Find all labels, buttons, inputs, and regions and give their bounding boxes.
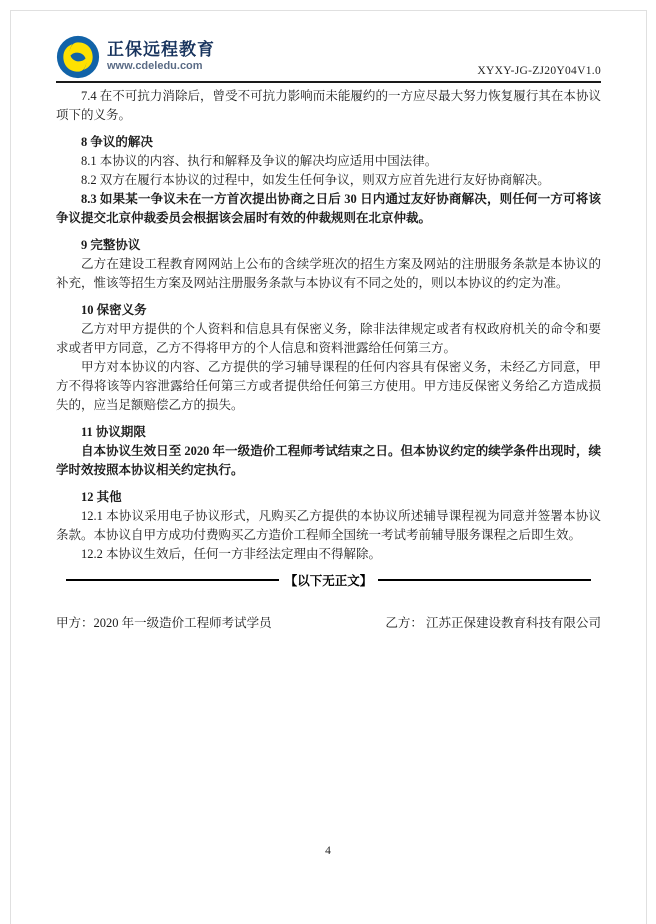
logo-swirl-icon xyxy=(56,35,100,79)
heading-11: 11 协议期限 xyxy=(81,425,146,439)
brand-url: www.cdeledu.com xyxy=(107,60,203,73)
paragraph-8-1: 8.1 本协议的内容、执行和解释及争议的解决均应适用中国法律。 xyxy=(81,154,438,168)
page-header xyxy=(56,35,601,83)
heading-12: 12 其他 xyxy=(81,490,122,504)
brand-text-block xyxy=(107,41,215,72)
heading-8: 8 争议的解决 xyxy=(81,135,153,149)
paragraph-10-body-1: 乙方对甲方提供的个人资料和信息具有保密义务，除非法律规定或者有权政府机关的命令和要求或者甲方同意，乙方不得将甲方的个人信息和资料泄露给任何第三方。 xyxy=(56,322,601,355)
paragraph-7-4: 7.4 在不可抗力消除后，曾受不可抗力影响而未能履约的一方应尽最大努力恢复履行其在本协议项下的义务。 xyxy=(56,89,601,122)
company-logo xyxy=(56,35,215,79)
paragraph-8-3: 8.3 如果某一争议未在一方首次提出协商之日后 30 日内通过友好协商解决，则任何一方可将该争议提交北京仲裁委员会根据该会届时有效的仲裁规则在北京仲裁。 xyxy=(56,192,601,225)
paragraph-10-body-2: 甲方对本协议的内容、乙方提供的学习辅导课程的任何内容具有保密义务，未经乙方同意，甲方不得将该等内容泄露给任何第三方或者提供给任何第三方使用。甲方违反保密义务给乙方造成损失的，应当足额赔偿乙方的损失。 xyxy=(56,360,601,412)
paragraph-8-2: 8.2 双方在履行本协议的过程中，如发生任何争议，则双方应首先进行友好协商解决。 xyxy=(81,173,550,187)
party-b-line: 乙方： 江苏正保建设教育科技有限公司 xyxy=(385,616,601,630)
paragraph-12-2: 12.2 本协议生效后，任何一方非经法定理由不得解除。 xyxy=(81,547,382,561)
document-page xyxy=(10,10,647,924)
end-of-text-marker xyxy=(56,571,601,589)
heading-9: 9 完整协议 xyxy=(81,238,141,252)
signature-row xyxy=(56,613,601,631)
marker-dash-right xyxy=(378,579,591,581)
page-number: 4 xyxy=(325,845,331,857)
paragraph-12-1: 12.1 本协议采用电子协议形式，凡购买乙方提供的本协议所述辅导课程视为同意并签署本协议条款。本协议自甲方成功付费购买乙方造价工程师全国统一考试考前辅导服务课程之后即生效。 xyxy=(56,509,601,542)
paragraph-9-body: 乙方在建设工程教育网网站上公布的含续学班次的招生方案及网站的注册服务条款是本协议的补充，惟该等招生方案及网站注册服务条款与本协议有不同之处的，则以本协议的约定为准。 xyxy=(56,257,601,290)
paragraph-11-body: 自本协议生效日至 2020 年一级造价工程师考试结束之日。但本协议约定的续学条件出现时，续学时效按照本协议相关约定执行。 xyxy=(56,444,601,477)
document-body xyxy=(56,87,601,564)
document-code: XYXY-JG-ZJ20Y04V1.0 xyxy=(477,65,601,77)
party-a-line: 甲方：2020 年一级造价工程师考试学员 xyxy=(56,616,272,630)
end-of-text-label: 【以下无正文】 xyxy=(284,574,373,588)
heading-10: 10 保密义务 xyxy=(81,303,147,317)
marker-dash-left xyxy=(66,579,279,581)
brand-name: 正保远程教育 xyxy=(107,40,215,60)
